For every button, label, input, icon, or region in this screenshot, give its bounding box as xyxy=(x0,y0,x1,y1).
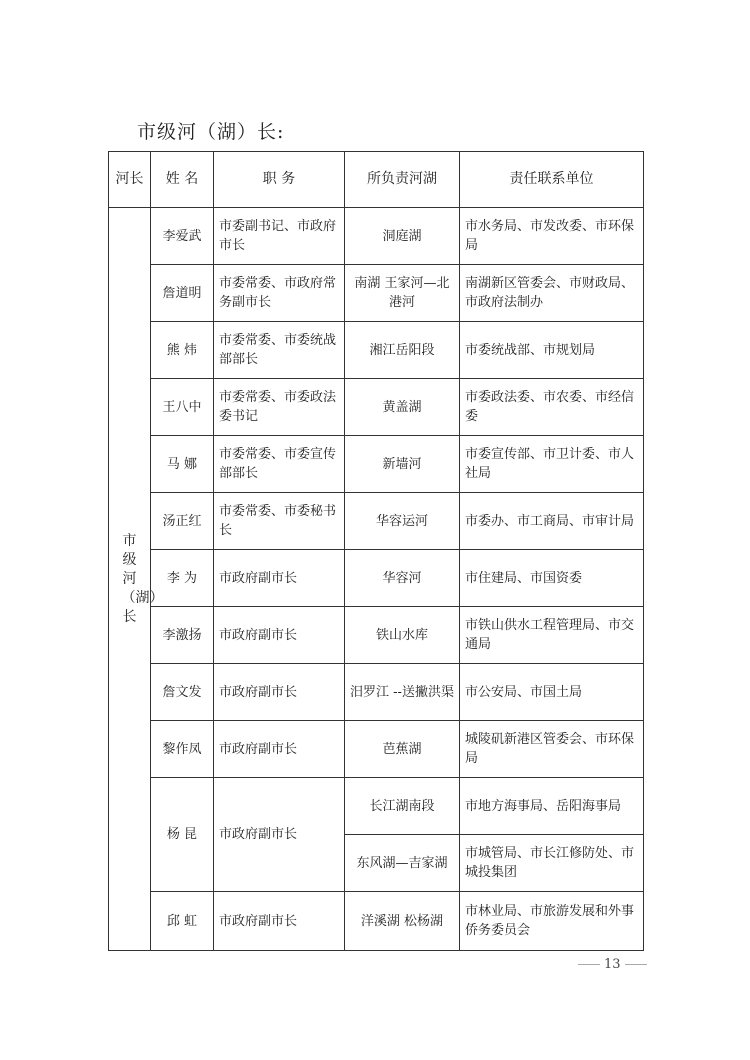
units-cell: 市公安局、市国土局 xyxy=(460,664,644,721)
dash-divider xyxy=(625,964,647,965)
position-cell: 市委常委、市政府常务副市长 xyxy=(214,265,345,322)
table-header-row xyxy=(109,152,644,208)
units-cell: 市住建局、市国资委 xyxy=(460,550,644,607)
table-row xyxy=(109,892,644,951)
units-cell: 市委统战部、市规划局 xyxy=(460,322,644,379)
table-row xyxy=(109,721,644,778)
units-cell: 市委办、市工商局、市审计局 xyxy=(460,493,644,550)
units-cell: 城陵矶新港区管委会、市环保局 xyxy=(460,721,644,778)
units-cell: 市地方海事局、岳阳海事局 xyxy=(460,778,644,835)
position-cell: 市政府副市长 xyxy=(214,778,345,892)
river-cell: 洋溪湖 松杨湖 xyxy=(345,892,460,951)
name-cell: 李激扬 xyxy=(151,607,214,664)
table-row xyxy=(109,493,644,550)
units-cell: 市水务局、市发改委、市环保局 xyxy=(460,208,644,265)
position-cell: 市政府副市长 xyxy=(214,607,345,664)
table-row xyxy=(109,607,644,664)
river-cell: 新墙河 xyxy=(345,436,460,493)
name-cell: 熊 炜 xyxy=(151,322,214,379)
river-cell: 芭蕉湖 xyxy=(345,721,460,778)
table-row xyxy=(109,778,644,835)
name-cell: 邱 虹 xyxy=(151,892,214,951)
position-cell: 市政府副市长 xyxy=(214,550,345,607)
page-number xyxy=(574,957,651,972)
position-cell: 市政府副市长 xyxy=(214,664,345,721)
river-cell: 华容运河 xyxy=(345,493,460,550)
group-label: 市级河（湖）长 xyxy=(121,532,164,625)
river-cell: 东风湖—吉家湖 xyxy=(345,835,460,892)
river-chief-table xyxy=(108,151,644,951)
name-cell: 汤正红 xyxy=(151,493,214,550)
river-cell: 长江湖南段 xyxy=(345,778,460,835)
position-cell: 市政府副市长 xyxy=(214,892,345,951)
table-row xyxy=(109,664,644,721)
table-row xyxy=(109,208,644,265)
units-cell: 市城管局、市长江修防处、市城投集团 xyxy=(460,835,644,892)
position-cell: 市委常委、市委宣传部部长 xyxy=(214,436,345,493)
table-row xyxy=(109,550,644,607)
units-cell: 市铁山供水工程管理局、市交通局 xyxy=(460,607,644,664)
name-cell: 詹道明 xyxy=(151,265,214,322)
name-cell: 黎作凤 xyxy=(151,721,214,778)
header-units: 责任联系单位 xyxy=(460,152,644,208)
table-row xyxy=(109,436,644,493)
header-rivers: 所负责河湖 xyxy=(345,152,460,208)
units-cell: 市林业局、市旅游发展和外事侨务委员会 xyxy=(460,892,644,951)
position-cell: 市政府副市长 xyxy=(214,721,345,778)
river-cell: 汨罗江 --送撇洪渠 xyxy=(345,664,460,721)
position-cell: 市委常委、市委统战部部长 xyxy=(214,322,345,379)
name-cell: 李爱武 xyxy=(151,208,214,265)
header-name: 姓 名 xyxy=(151,152,214,208)
name-cell: 马 娜 xyxy=(151,436,214,493)
header-position: 职 务 xyxy=(214,152,345,208)
name-cell: 李 为 xyxy=(151,550,214,607)
header-role: 河长 xyxy=(109,152,151,208)
river-cell: 华容河 xyxy=(345,550,460,607)
table-row xyxy=(109,265,644,322)
river-cell: 洞庭湖 xyxy=(345,208,460,265)
name-cell: 詹文发 xyxy=(151,664,214,721)
river-cell: 黄盖湖 xyxy=(345,379,460,436)
group-label-cell xyxy=(109,208,164,951)
position-cell: 市委常委、市委政法委书记 xyxy=(214,379,345,436)
position-cell: 市委常委、市委秘书长 xyxy=(214,493,345,550)
river-cell: 铁山水库 xyxy=(345,607,460,664)
position-cell: 市委副书记、市政府市长 xyxy=(214,208,345,265)
page-number-text: 13 xyxy=(604,957,621,972)
table-row xyxy=(109,322,644,379)
section-heading: 市级河（湖）长: xyxy=(137,121,285,143)
units-cell: 市委宣传部、市卫计委、市人社局 xyxy=(460,436,644,493)
name-cell: 杨 昆 xyxy=(151,778,214,892)
river-cell: 湘江岳阳段 xyxy=(345,322,460,379)
river-cell: 南湖 王家河—北港河 xyxy=(345,265,460,322)
dash-divider xyxy=(578,964,600,965)
units-cell: 南湖新区管委会、市财政局、市政府法制办 xyxy=(460,265,644,322)
name-cell: 王八中 xyxy=(151,379,214,436)
units-cell: 市委政法委、市农委、市经信委 xyxy=(460,379,644,436)
table-row xyxy=(109,379,644,436)
